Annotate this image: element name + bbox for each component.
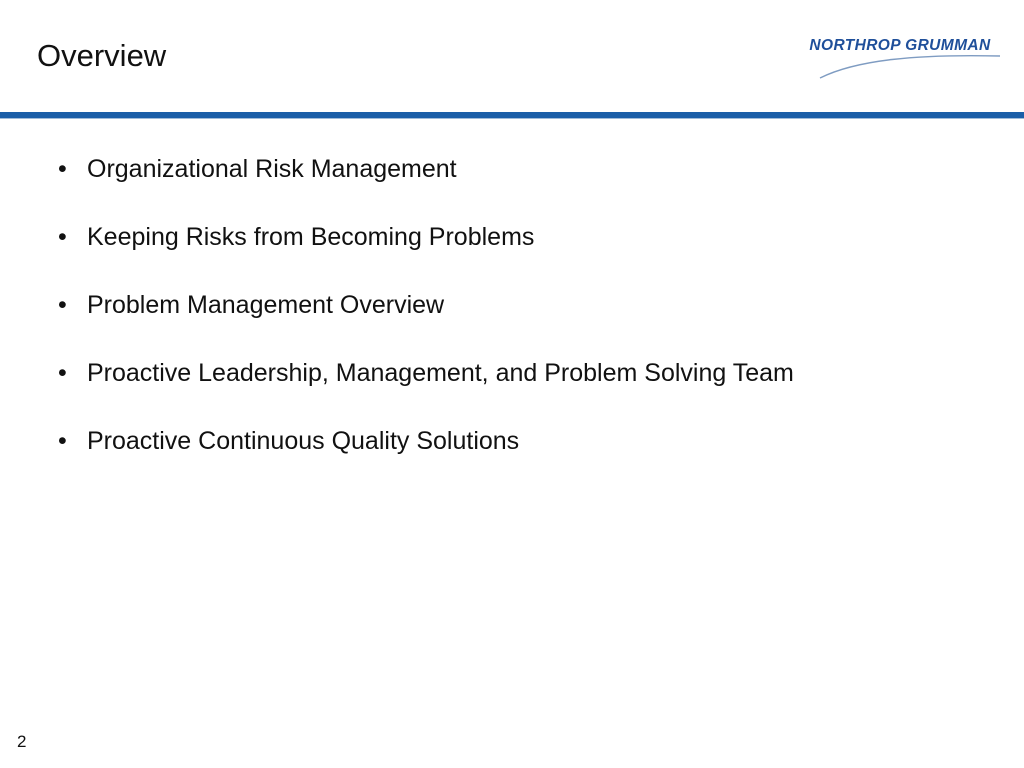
logo-wordmark: NORTHROP GRUMMAN: [809, 37, 991, 54]
bullet-text: Organizational Risk Management: [87, 155, 457, 183]
list-item: [58, 288, 794, 322]
bullet-icon: •: [58, 359, 67, 387]
list-item: [58, 356, 794, 390]
list-item: [58, 152, 794, 186]
bullet-list: [58, 152, 794, 492]
page-number: 2: [17, 732, 27, 751]
list-item: [58, 424, 794, 458]
bullet-icon: •: [58, 223, 67, 251]
bullet-icon: •: [58, 427, 67, 455]
bullet-text: Keeping Risks from Becoming Problems: [87, 223, 535, 251]
list-item: [58, 220, 794, 254]
logo-swoosh: [820, 56, 1000, 78]
bullet-icon: •: [58, 155, 67, 183]
bullet-text: Proactive Continuous Quality Solutions: [87, 427, 520, 455]
northrop-grumman-logo-icon: [796, 30, 1006, 82]
bullet-text: Problem Management Overview: [87, 291, 445, 319]
bullet-icon: •: [58, 291, 67, 319]
bullet-text: Proactive Leadership, Management, and Problem Solving Team: [87, 359, 794, 387]
slide-title: Overview: [37, 38, 167, 73]
header-divider-highlight: [0, 118, 1024, 119]
